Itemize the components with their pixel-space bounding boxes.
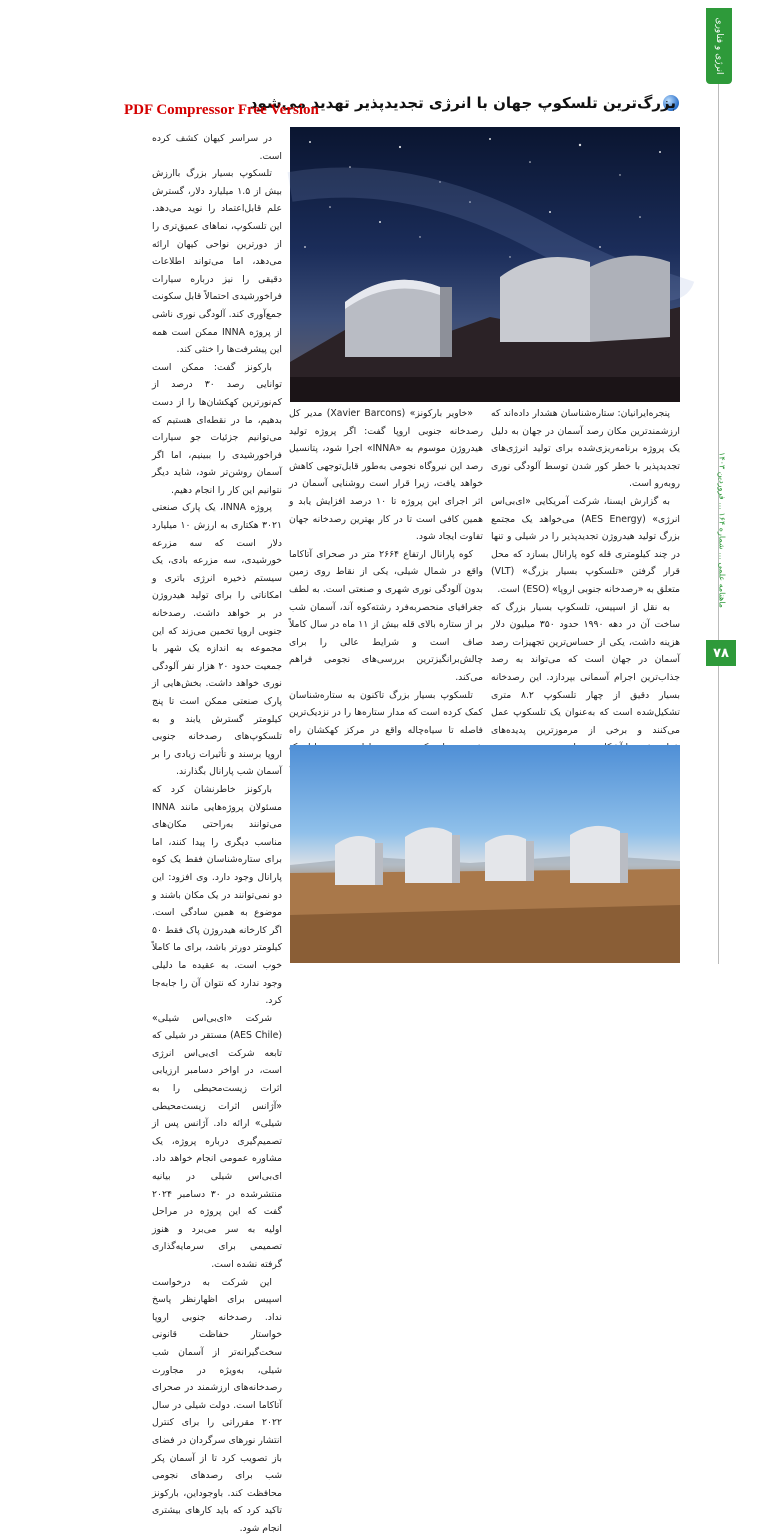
page-number: ۷۸ [706,640,736,666]
paragraph: بارکونز گفت: ممکن است توانایی رصد ۳۰ درصد از کم‌نورترین کهکشان‌ها را از دست بدهیم، ما در نقطه‌ای هستیم که می‌توانیم جزئیات جو سیارات فراخورشیدی را ببینیم، اما اگر آسمان روشن‌تر شود، شاید دیگر نتوانیم این کار را انجام دهیم. [152,361,283,496]
paragraph: این شرکت به درخواست اسپیس برای اظهارنظر پاسخ نداد. رصدخانه جنوبی اروپا خواستار حفاظت قانونی سخت‌گیرانه‌تر از آسمان شب شیلی، به‌ویژه در مجاورت رصدخانه‌های ارزشمند در صحرای آتاکاما است. دولت شیلی در سال ۲۰۲۲ مقرراتی را برای کنترل انتشار نورهای سرگردان در فضای باز تصویب کرد تا از آسمان پکر شب برای رصدهای نجومی محافظت کند. باوجوداین، بارکونز تاکید کرد که باید کارهای بیشتری انجام شود. [152,1276,282,1534]
paragraph: شرکت «ای‌بی‌اس شیلی» (AES Chile) مستقر در شیلی که تابعه شرکت ای‌بی‌اس انرژی است، در اواخر دسامبر ارزیابی اثرات زیست‌محیطی را به «آژانس اثرات زیست‌محیطی شیلی» ارائه داد. آژانس پس از تصمیم‌گیری درباره پروژه، یک مشاوره عمومی انجام خواهد داد. ای‌بی‌اس شیلی در بیانیه منتشرشده در ۳۰ دسامبر ۲۰۲۴ گفت که این پروژه در مراحل اولیه به سر می‌برد و هنوز تصمیمی برای سرمایه‌گذاری گرفته نشده است. [152,1012,282,1270]
section-tab [706,8,732,84]
issue-info [710,420,734,640]
paragraph: تلسکوپ بسیار بزرگ باارزش بیش از ۱.۵ میلیارد دلار، گسترش علم قابل‌اعتماد را نوید می‌دهد. این تلسکوپ، نماهای عمیق‌تری را از دورترین نواحی کیهان ارائه می‌دهد، اما می‌تواند اطلاعات دقیقی را نیز درباره سیارات فراخورشیدی احتمالاً قابل سکونت جمع‌آوری کند. آلودگی نوری ناشی از پروژه INNA ممکن است همه این پیشرفت‌ها را خنثی کند. [152,168,282,356]
paragraph: تلسکوپ بسیار بزرگ تاکنون به ستاره‌شناسان کمک کرده است که مدار ستاره‌ها را در نزدیک‌ترین فاصله تا سیاه‌چاله واقع در مرکز کهکشان راه [289,689,483,736]
section-tab-label: انرژی و فناوری [714,17,724,75]
paragraph: کوه پارانال ارتفاع ۲۶۶۴ متر در صحرای آتاکاما واقع در شمال شیلی، یکی از نقاط روی زمین بدون آلودگی نوری شهری و صنعتی است. به لطف جغرافیای منحصربه‌فرد رشته‌کوه آند، آسمان شب بر از ستاره بالای قله بیش از ۱۱ ماه در سال کاملاً صاف است و شرایط عالی را برای چالش‌برانگیزترین بررسی‌های نجومی فراهم می‌کند. [289,548,483,683]
column-right [491,405,680,740]
telescope-night-photo [290,127,680,402]
paragraph: پنجره‌ایرانیان: ستاره‌شناسان هشدار داده‌اند که ارزشمندترین مکان رصد آسمان در جهان به دلیل یک پروژه برنامه‌ریزی‌شده برای تولید انرژی‌های تجدیدپذیر با خطر کور شدن توسط آلودگی نوری روبه‌رو است. [491,408,680,490]
telescope-desert-photo [290,745,680,963]
paragraph: به نقل از اسپیس، تلسکوپ بسیار بزرگ که ساخت آن در دهه ۱۹۹۰ حدود ۳۵۰ میلیون دلار هزینه داشت، یکی از حساس‌ترین تجهیزات رصد آسمان در جهان است که می‌تواند به رصد جذاب‌ترین اجرام آسمانی بپردازد. این رصدخانه بسیار دقیق از چهار تلسکوپ ۸.۲ متری تشکیل‌شده است که به‌عنوان یک تلسکوپ عمل می‌کنند و برخی از مرموزترین پدیده‌های [491,601,680,736]
paragraph: به گزارش ایسنا، شرکت آمریکایی «ای‌بی‌اس انرژی» (AES Energy) می‌خواهد یک مجتمع بزرگ تولید هیدروژن تجدیدپذیر را در شیلی و تنها در چند کیلومتری قله کوه پارانال بسازد که محل قرار گرفتن «تلسکوپ بسیار بزرگ» (VLT) متعلق به «رصدخانه جنوبی اروپا» (ESO) است. [491,495,681,595]
paragraph: «خاویر بارکونز» (Xavier Barcons) مدیر کل رصدخانه جنوبی اروپا گفت: اگر پروژه تولید هیدروژن موسوم به «INNA» اجرا شود، پتانسیل رصد این نیروگاه نجومی به‌طور قابل‌توجهی کاهش خواهد یافت، زیرا قرار است روشنایی آسمان در اثر اجرای این پروژه تا ۱۰ درصد افزایش یابد و همین کافی است تا در کار بهترین رصدخانه جهان تفاوت ایجاد شود. [289,408,483,543]
column-left [152,130,283,1534]
article-title: بزرگ‌ترین تلسکوپ جهان با انرژی تجدیدپذیر تهدید می‌شود [249,94,676,112]
issue-info-label: ماهنامه علمی ... شماره ۱۶۴ ... فروردین ۱۴۰۳ [717,452,727,608]
paragraph: بارکونز خاطرنشان کرد که مسئولان پروژه‌هایی مانند INNA می‌توانند به‌راحتی مکان‌های مناسب دیگری را پیدا کنند، اما برای ستاره‌شناسان فقط یک کوه پارانال وجود دارد. وی افزود: این دو نمی‌توانند در یک مکان باشند و موضوع به همین سادگی است. اگر کارخانه هیدروژن پاک فقط ۵۰ کیلومتر دورتر باشد، برای ما کاملاً خوب است. به عقیده ما دلیلی وجود ندارد که نتوان آن را جابه‌جا کرد. [152,783,282,1007]
column-middle [289,405,483,740]
paragraph: پروژه INNA، یک پارک صنعتی ۳۰۲۱ هکتاری به ارزش ۱۰ میلیارد دلار است که سه مزرعه خورشیدی، سه مزرعه بادی، یک سیستم ذخیره انرژی باتری و امکاناتی را برای تولید هیدروژن در بر خواهد داشت. رصدخانه جنوبی اروپا تخمین می‌زند که این مجموعه به اندازه یک شهر با جمعیت حدود ۲۰ هزار نفر آلودگی نوری خواهد داشت. بخش‌هایی از پارک صنعتی ممکن است تا پنج کیلومتر گسترش یابند و به تلسکوپ‌های رصدخانه جنوبی اروپا برسند و تأثیرات زیادی را بر آسمان شب پارانال بگذارند. [152,502,282,778]
watermark-text: PDF Compressor Free Version [124,102,319,118]
paragraph: در سراسر کیهان کشف کرده است. [152,133,282,162]
